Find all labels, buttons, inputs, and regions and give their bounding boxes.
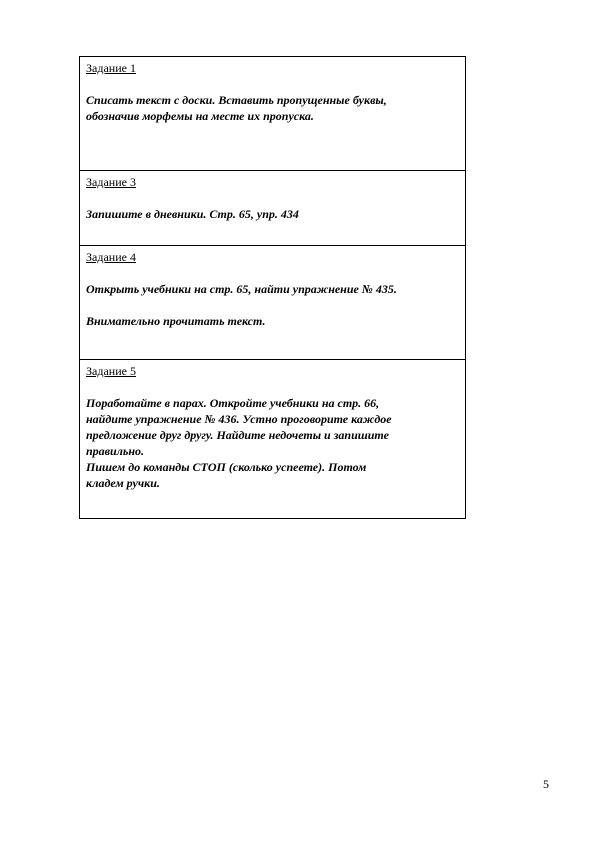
task-text: Запишите в дневники. Стр. 65, упр. 434	[86, 207, 299, 221]
task-title: Задание 3	[86, 175, 136, 189]
task-cell-5	[80, 360, 465, 518]
task-title: Задание 4	[86, 250, 136, 264]
task-text: Внимательно прочитать текст.	[86, 314, 266, 328]
task-title: Задание 1	[86, 61, 136, 75]
task-table	[79, 56, 466, 519]
task-text: Открыть учебники на стр. 65, найти упражнение № 435.	[86, 282, 397, 296]
task-text: Списать текст с доски. Вставить пропущенные буквы, обозначив морфемы на месте их пропуска.	[86, 93, 387, 123]
task-text: Поработайте в парах. Откройте учебники на стр. 66, найдите упражнение № 436. Устно проговорите каждое предложение друг другу. Найдите недочеты и запишите правильно. Пишем до команды СТОП (сколько успеете). Потом кладем ручки.	[86, 396, 392, 490]
task-cell-1	[80, 57, 465, 171]
page-number: 5	[543, 777, 549, 791]
task-cell-3	[80, 171, 465, 246]
task-cell-4	[80, 246, 465, 360]
task-title: Задание 5	[86, 364, 136, 378]
